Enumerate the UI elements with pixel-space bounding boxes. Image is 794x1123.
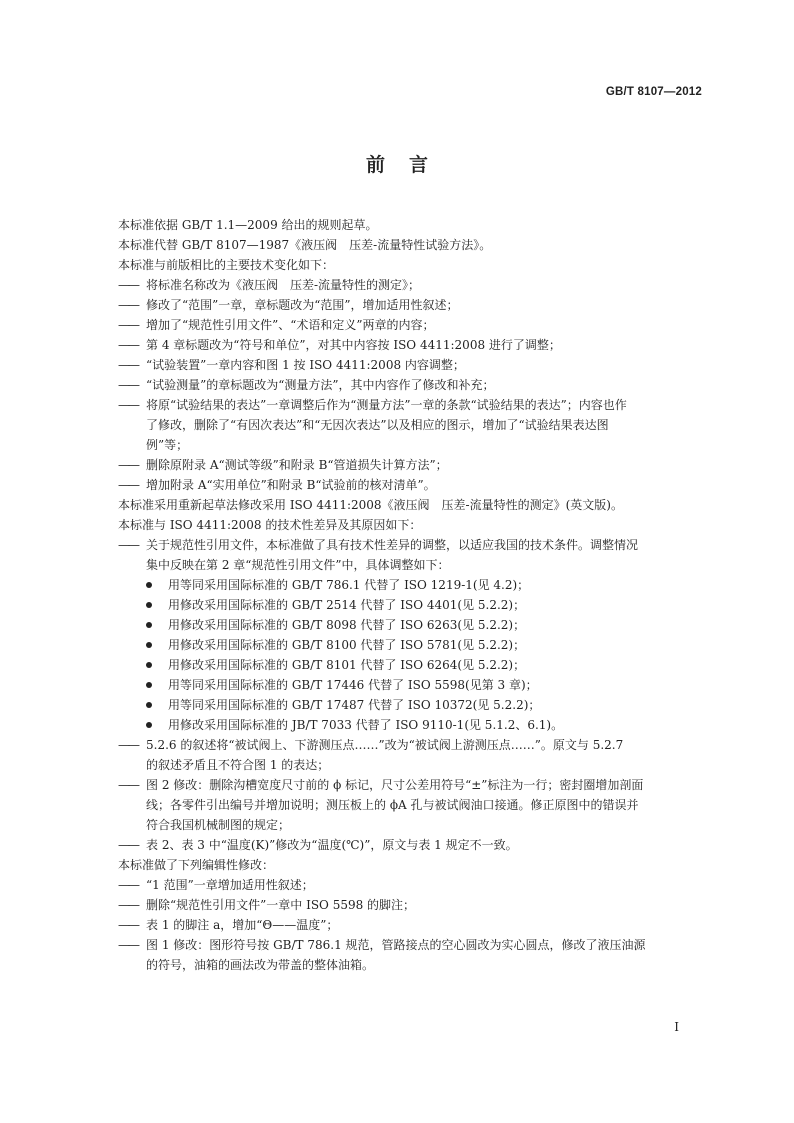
dash-list-item: —— 删除“规范性引用文件”一章中 ISO 5598 的脚注； <box>118 895 708 915</box>
bullet-list-item: 用修改采用国际标准的 GB/T 8100 代替了 ISO 5781(见 5.2.2)； <box>118 635 708 655</box>
preface-body <box>118 215 708 975</box>
paragraph-line: 本标准依据 GB/T 1.1—2009 给出的规则起草。 <box>118 218 378 232</box>
continuation-line: 了修改，删除了“有因次表达”和“无因次表达”以及相应的图示，增加了“试验结果表达图 <box>146 418 609 432</box>
bullet-list-item: 用等同采用国际标准的 GB/T 786.1 代替了 ISO 1219-1(见 4.2)； <box>118 575 708 595</box>
dash-list-item: —— 第 4 章标题改为“符号和单位”，对其中内容按 ISO 4411:2008 进行了调整； <box>118 335 708 355</box>
bullet-list-item: 用等同采用国际标准的 GB/T 17446 代替了 ISO 5598(见第 3 章)； <box>118 675 708 695</box>
continuation-line: 线；各零件引出编号并增加说明；测压板上的 ϕA 孔与被试阀油口接通。修正原图中的错误并 <box>146 798 639 812</box>
paragraph-line: 本标准与前版相比的主要技术变化如下： <box>118 258 335 272</box>
bullet-list-item: 用修改采用国际标准的 GB/T 2514 代替了 ISO 4401(见 5.2.2)； <box>118 595 708 615</box>
paragraph-line: 本标准与 ISO 4411:2008 的技术性差异及其原因如下： <box>118 518 422 532</box>
bullet-list-item: 用修改采用国际标准的 GB/T 8098 代替了 ISO 6263(见 5.2.2)； <box>118 615 708 635</box>
dash-list-item: —— “试验装置”一章内容和图 1 按 ISO 4411:2008 内容调整； <box>118 355 708 375</box>
dash-list-item: —— 删除原附录 A“测试等级”和附录 B“管道损失计算方法”； <box>118 455 708 475</box>
paragraph-line: 本标准采用重新起草法修改采用 ISO 4411:2008《液压阀 压差-流量特性的测定》(英文版)。 <box>118 498 623 512</box>
dash-list-item: —— 关于规范性引用文件，本标准做了具有技术性差异的调整，以适应我国的技术条件。调整情况 <box>118 535 708 555</box>
dash-list-item: —— 修改了“范围”一章，章标题改为“范围”，增加适用性叙述； <box>118 295 708 315</box>
bullet-list-item: 用修改采用国际标准的 JB/T 7033 代替了 ISO 9110-1(见 5.1.2、6.1)。 <box>118 715 708 735</box>
bullet-list-item: 用等同采用国际标准的 GB/T 17487 代替了 ISO 10372(见 5.2.2)； <box>118 695 708 715</box>
continuation-line: 符合我国机械制图的规定； <box>146 818 291 832</box>
continuation-line: 的叙述矛盾且不符合图 1 的表达； <box>146 758 330 772</box>
dash-list-item: —— 将标准名称改为《液压阀 压差-流量特性的测定》； <box>118 275 708 295</box>
dash-list-item: —— “1 范围”一章增加适用性叙述； <box>118 875 708 895</box>
paragraph-line: 本标准代替 GB/T 8107—1987《液压阀 压差-流量特性试验方法》。 <box>118 238 492 252</box>
dash-list-item: —— 将原“试验结果的表达”一章调整后作为“测量方法”一章的条款“试验结果的表达”；内容也作 <box>118 395 708 415</box>
dash-list-item: —— 增加附录 A“实用单位”和附录 B“试验前的核对清单”。 <box>118 475 708 495</box>
bullet-list-item: 用修改采用国际标准的 GB/T 8101 代替了 ISO 6264(见 5.2.2)； <box>118 655 708 675</box>
dash-list-item: —— 5.2.6 的叙述将“被试阀上、下游测压点……”改为“被试阀上游测压点……”。原文与 5.2.7 <box>118 735 708 755</box>
continuation-line: 例”等； <box>146 438 189 452</box>
dash-list-item: —— 表 1 的脚注 a，增加“Θ——温度”； <box>118 915 708 935</box>
continuation-line: 的符号，油箱的画法改为带盖的整体油箱。 <box>146 958 375 972</box>
continuation-line: 集中反映在第 2 章“规范性引用文件”中，具体调整如下： <box>146 558 450 572</box>
dash-list-item: —— 表 2、表 3 中“温度(K)”修改为“温度(℃)”，原文与表 1 规定不一致。 <box>118 835 708 855</box>
page-title: 前言 <box>365 154 452 176</box>
dash-list-item: —— “试验测量”的章标题改为“测量方法”，其中内容作了修改和补充； <box>118 375 708 395</box>
paragraph-line: 本标准做了下列编辑性修改： <box>118 858 275 872</box>
dash-list-item: —— 增加了“规范性引用文件”、“术语和定义”两章的内容； <box>118 315 708 335</box>
dash-list-item: —— 图 2 修改：删除沟槽宽度尺寸前的 ϕ 标记，尺寸公差用符号“±”标注为一行；密封圈增加剖面 <box>118 775 708 795</box>
page-number: I <box>674 1020 679 1034</box>
standard-number: GB/T 8107—2012 <box>605 86 702 98</box>
dash-list-item: —— 图 1 修改：图形符号按 GB/T 786.1 规范，管路接点的空心圆改为实心圆点，修改了液压油源 <box>118 935 708 955</box>
